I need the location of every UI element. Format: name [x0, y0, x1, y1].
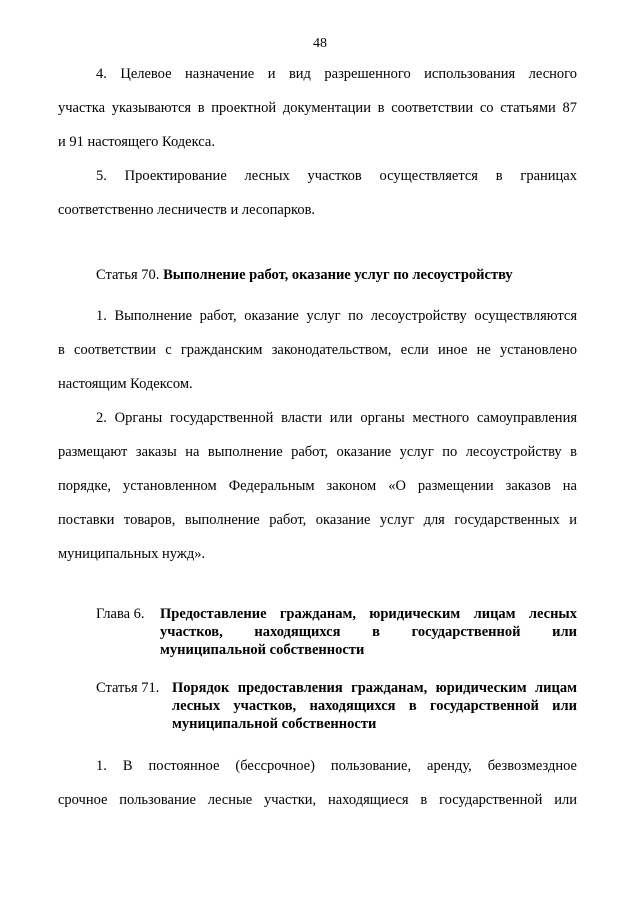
- article-70-p2-line-4: поставки товаров, выполнение работ, оказание услуг для государственных и: [58, 512, 577, 528]
- article-70-p2-line-5: муниципальных нужд».: [58, 546, 206, 562]
- paragraph-4-line-2: участка указываются в проектной документации в соответствии со статьями 87: [58, 100, 577, 116]
- article-71-title-line-2: лесных участков, находящихся в государственной или: [172, 698, 577, 714]
- article-70-p2-line-3: порядке, установленном Федеральным законом «О размещении заказов на: [58, 478, 577, 494]
- article-71-p1-line-2: срочное пользование лесные участки, находящиеся в государственной или: [58, 792, 577, 808]
- chapter-6-title-line-3: муниципальной собственности: [160, 642, 365, 658]
- paragraph-5-line-1: 5. Проектирование лесных участков осуществляется в границах: [96, 168, 577, 184]
- article-70-p2-line-2: размещают заказы на выполнение работ, оказание услуг по лесоустройству в: [58, 444, 577, 460]
- chapter-6-label: Глава 6.: [96, 606, 145, 622]
- article-71-p1-line-1: 1. В постоянное (бессрочное) пользование, аренду, безвозмездное: [96, 758, 577, 774]
- article-71-title-line-3: муниципальной собственности: [172, 716, 377, 732]
- paragraph-4-line-3: и 91 настоящего Кодекса.: [58, 134, 215, 150]
- page-number: 48: [313, 36, 327, 51]
- article-70-label: Статья 70.: [96, 267, 160, 283]
- article-71-title-line-1: Порядок предоставления гражданам, юридическим лицам: [172, 680, 577, 696]
- article-70-title: Выполнение работ, оказание услуг по лесоустройству: [163, 267, 513, 283]
- paragraph-5-line-2: соответственно лесничеств и лесопарков.: [58, 202, 316, 218]
- paragraph-4-line-1: 4. Целевое назначение и вид разрешенного использования лесного: [96, 66, 577, 82]
- article-70-heading: [96, 267, 513, 283]
- article-70-p1-line-1: 1. Выполнение работ, оказание услуг по лесоустройству осуществляются: [96, 308, 577, 324]
- article-70-p1-line-3: настоящим Кодексом.: [58, 376, 193, 392]
- article-70-p2-line-1: 2. Органы государственной власти или органы местного самоуправления: [96, 410, 577, 426]
- article-71-label: Статья 71.: [96, 680, 160, 696]
- article-70-p1-line-2: в соответствии с гражданским законодательством, если иное не установлено: [58, 342, 577, 358]
- chapter-6-title-line-2: участков, находящихся в государственной или: [160, 624, 577, 640]
- chapter-6-title-line-1: Предоставление гражданам, юридическим лицам лесных: [160, 606, 577, 622]
